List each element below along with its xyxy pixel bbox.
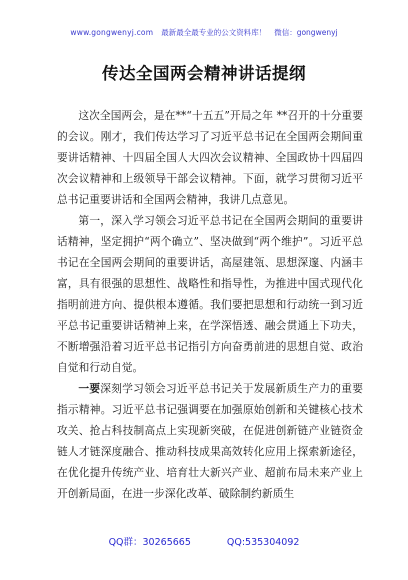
paragraph (57, 105, 363, 210)
paragraph-text: 这次全国两会，是在**“十五五”开局之年 **召开的十分重要的会议。刚才，我们传达学习了习近平总书记在全国两会期间重要讲话精神、十四届全国人大四次会议精神、全国政协十四届四次会议精神和上级领导干部会议精神。下面，就学习贯彻习近平总书记重要讲话和全国两会精神，我讲几点意见。 (57, 109, 363, 206)
paragraph (57, 378, 363, 504)
qq-group: QQ群：30265665 (108, 537, 191, 548)
page-footer (0, 534, 408, 548)
site-url[interactable]: www.gongwenyj.com (70, 28, 154, 37)
paragraph-lead: 一要 (78, 382, 101, 395)
paragraph (57, 210, 363, 378)
qq-number: QQ:535304092 (226, 537, 300, 548)
document-title: 传达全国两会精神讲话提纲 (102, 64, 306, 83)
document-body (57, 105, 363, 504)
wechat-id: 微信：gongwenyj (274, 28, 338, 37)
paragraph-text: 第一，深入学习领会习近平总书记在全国两会期间的重要讲话精神，坚定拥护“两个确立”、坚决做到“两个维护”。习近平总书记在全国两会期间的重要讲话，高屋建瓴、思想深邃、内涵丰富，具有很强的思想性、战略性和指导性，为推进中国式现代化指明前进方向、提供根本遵循。我们要把思想和行动统一到习近平总书记重要讲话精神上来，在学深悟透、融会贯通上下功夫，不断增强沿着习近平总书记指引方向奋勇前进的思想自觉、政治自觉和行动自觉。 (57, 214, 363, 374)
page-header (0, 27, 408, 38)
site-slogan: 最新最全最专业的公文资料库！ (161, 28, 267, 37)
paragraph-text: 深刻学习领会习近平总书记关于发展新质生产力的重要指示精神。习近平总书记强调要在加强原始创新和关键核心技术攻关、抢占科技制高点上实现新突破，在促进创新链产业链资金链人才链深度融合、推动科技成果高效转化应用上探索新途径，在优化提升传统产业、培育壮大新兴产业、超前布局未来产业上开创新局面，在进一步深化改革、破除制约新质生 (57, 382, 363, 500)
